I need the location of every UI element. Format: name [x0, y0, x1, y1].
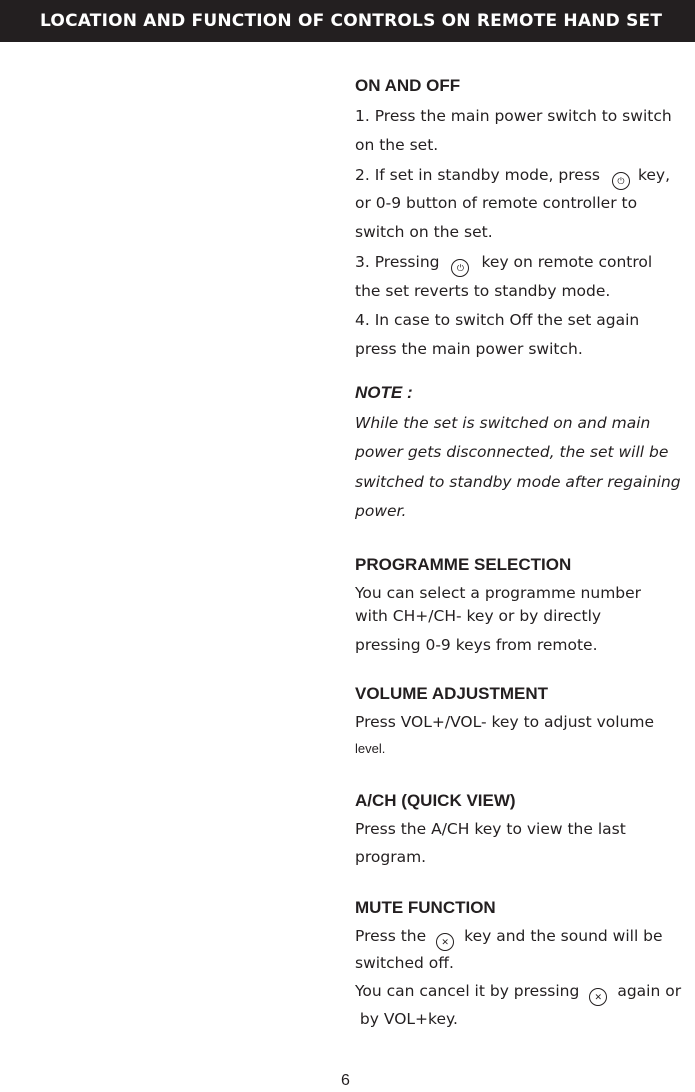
text-line: 1. Press the main power switch to switch: [355, 107, 672, 125]
text-line: switch on the set.: [355, 223, 493, 241]
text-line: [355, 165, 670, 190]
mute-icon: ✕: [589, 988, 607, 1006]
text-line: by VOL+key.: [355, 1010, 458, 1028]
text-line: press the main power switch.: [355, 340, 583, 358]
text-line: program.: [355, 848, 427, 866]
header-bar: [0, 0, 695, 42]
text-segment: key on remote control: [481, 253, 653, 271]
text-segment: Press the: [355, 927, 427, 945]
text-line: [355, 926, 663, 951]
heading-note: NOTE :: [355, 383, 413, 402]
text-line: the set reverts to standby mode.: [355, 282, 611, 300]
power-icon: ⏻: [451, 259, 469, 277]
text-line: Press VOL+/VOL- key to adjust volume: [355, 713, 655, 731]
heading-programme: PROGRAMME SELECTION: [355, 555, 572, 574]
text-line: power.: [355, 502, 407, 520]
text-line: pressing 0-9 keys from remote.: [355, 636, 598, 654]
text-line: with CH+/CH- key or by directly: [355, 607, 602, 625]
text-segment: key and the sound will be: [464, 927, 663, 945]
heading-volume: VOLUME ADJUSTMENT: [355, 684, 548, 703]
text-segment: key,: [637, 166, 671, 184]
text-line: switched off.: [355, 954, 454, 972]
page-title: LOCATION AND FUNCTION OF CONTROLS ON REMOTE HAND SET: [40, 11, 663, 31]
power-icon: ⏻: [612, 172, 630, 190]
heading-mute: MUTE FUNCTION: [355, 898, 496, 917]
text-line: Press the A/CH key to view the last: [355, 820, 626, 838]
text-line: level.: [355, 741, 386, 756]
text-line: power gets disconnected, the set will be: [355, 443, 669, 461]
mute-icon: ✕: [436, 933, 454, 951]
heading-on-off: ON AND OFF: [355, 76, 461, 95]
heading-ach: A/CH (QUICK VIEW): [355, 791, 516, 810]
text-line: [355, 252, 652, 277]
text-line: or 0-9 button of remote controller to: [355, 194, 638, 212]
text-line: [355, 981, 681, 1006]
text-segment: You can cancel it by pressing: [355, 982, 580, 1000]
text-segment: 3. Pressing: [355, 253, 440, 271]
text-segment: again or: [617, 982, 682, 1000]
text-line: switched to standby mode after regaining: [355, 473, 681, 491]
text-line: 4. In case to switch Off the set again: [355, 311, 640, 329]
text-line: on the set.: [355, 136, 439, 154]
text-line: While the set is switched on and main: [355, 414, 651, 432]
text-line: You can select a programme number: [355, 584, 642, 602]
text-segment: 2. If set in standby mode, press: [355, 166, 600, 184]
page-number: 6: [341, 1072, 350, 1089]
